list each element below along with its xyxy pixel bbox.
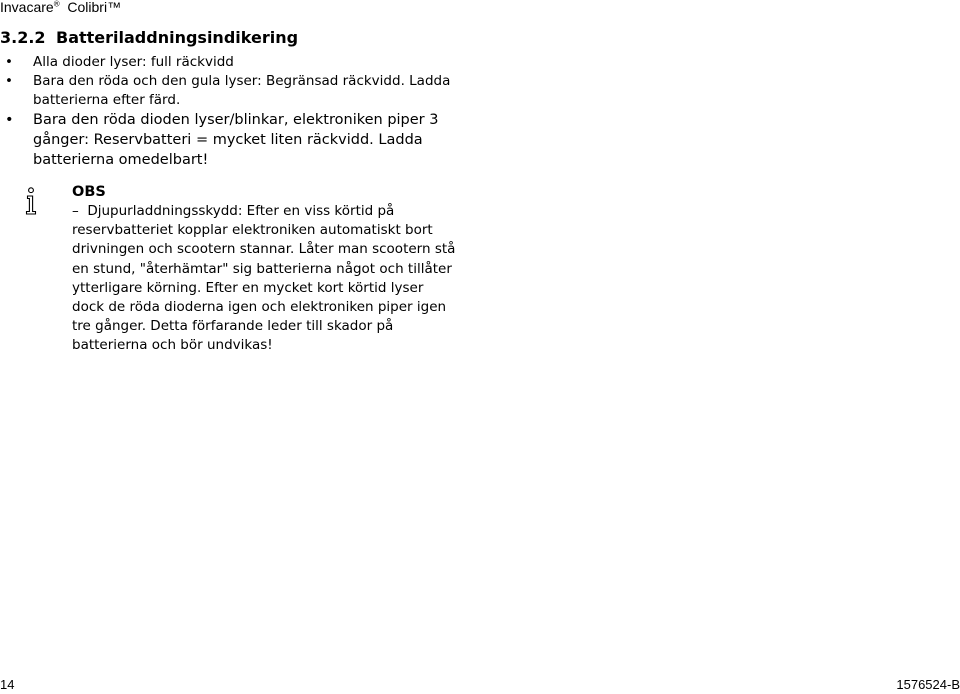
list-item-text: Alla dioder lyser: full räckvidd [33, 54, 234, 70]
section-heading [0, 27, 298, 49]
running-header [0, 0, 121, 16]
bullet-marker: • [5, 73, 13, 89]
note-text: Djupurladdningsskydd: Efter en viss körtid på reservbatteriet kopplar elektroniken automatiskt bort drivningen och scootern stannar. Låter man scootern stå en stund, "återhämtar" sig batterierna något och tillåter ytterligare körning. Efter en mycket kort körtid lyser dock de röda dioderna igen och elektroniken piper igen tre gånger. Detta förfarande leder till skador på batterierna och bör undvikas! [72, 203, 456, 354]
list-item-text: Bara den röda och den gula lyser: Begränsad räckvidd. Ladda batterierna efter färd. [33, 73, 451, 108]
document-number: 1576524-B [896, 677, 960, 692]
section-number: 3.2.2 [0, 28, 46, 47]
bullet-marker: • [5, 112, 14, 128]
section-title: Batteriladdningsindikering [56, 28, 299, 47]
note-dash: – [72, 203, 79, 219]
list-item-text: Bara den röda dioden lyser/blinkar, elektroniken piper 3 gånger: Reservbatteri = mycket liten räckvidd. Ladda batterierna omedelbart! [33, 112, 439, 168]
bullet-list [0, 53, 460, 170]
list-item [0, 72, 460, 110]
page-number: 14 [0, 677, 15, 692]
trademark-mark: ™ [107, 0, 122, 15]
product-name: Colibri [67, 0, 108, 15]
registered-mark: ® [53, 0, 60, 9]
brand-name: Invacare [0, 0, 54, 15]
note-title: OBS [72, 184, 106, 200]
bullet-marker: • [5, 54, 13, 70]
list-item [0, 53, 460, 72]
list-item [0, 110, 460, 170]
note-body [72, 202, 457, 356]
info-icon [24, 187, 38, 215]
